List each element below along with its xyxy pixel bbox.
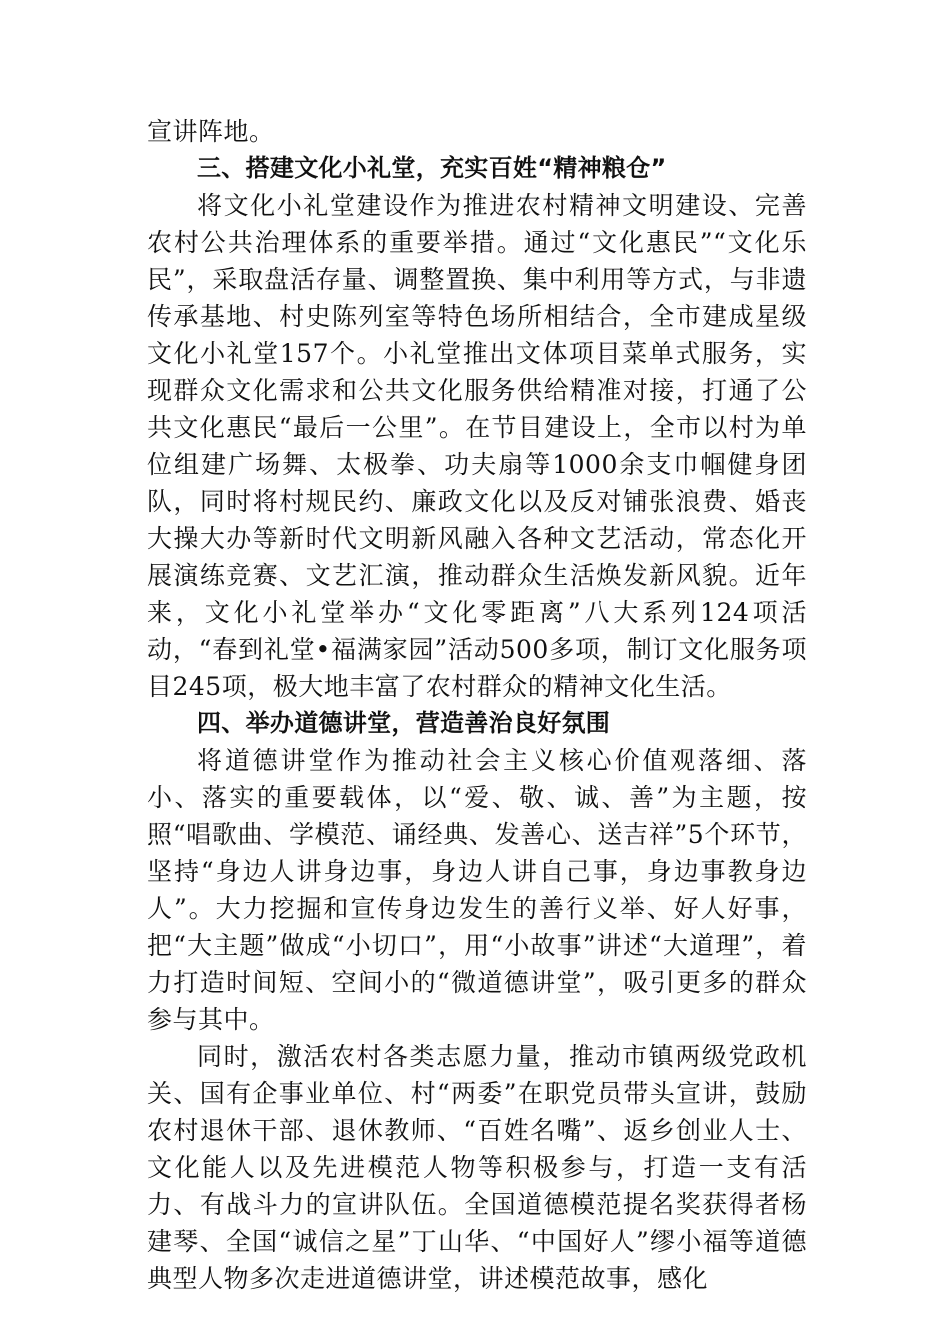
- section-heading: 四、举办道德讲堂，营造善治良好氛围: [197, 709, 611, 737]
- document-body: [147, 113, 807, 1297]
- body-paragraph: 将文化小礼堂建设作为推进农村精神文明建设、完善农村公共治理体系的重要举措。通过“文化惠民”“文化乐民”，采取盘活存量、调整置换、集中利用等方式，与非遗传承基地、村史陈列室等特色场所相结合，全市建成星级文化小礼堂157个。小礼堂推出文体项目菜单式服务，实现群众文化需求和公共文化服务供给精准对接，打通了公共文化惠民“最后一公里”。在节目建设上，全市以村为单位组建广场舞、太极拳、功夫扇等1000余支巾帼健身团队，同时将村规民约、廉政文化以及反对铺张浪费、婚丧大操大办等新时代文明新风融入各种文艺活动，常态化开展演练竞赛、文艺汇演，推动群众生活焕发新风貌。近年来，文化小礼堂举办“文化零距离”八大系列124项活动，“春到礼堂•福满家园”活动500多项，制订文化服务项目245项，极大地丰富了农村群众的精神文化生活。: [147, 191, 807, 701]
- body-paragraph: 同时，激活农村各类志愿力量，推动市镇两级党政机关、国有企事业单位、村“两委”在职党员带头宣讲，鼓励农村退休干部、退休教师、“百姓名嘴”、返乡创业人士、文化能人以及先进模范人物等积极参与，打造一支有活力、有战斗力的宣讲队伍。全国道德模范提名奖获得者杨建琴、全国“诚信之星”丁山华、“中国好人”缪小福等道德典型人物多次走进道德讲堂，讲述模范故事，感化: [147, 1042, 807, 1293]
- body-paragraph: 将道德讲堂作为推动社会主义核心价值观落细、落小、落实的重要载体，以“爱、敬、诚、善”为主题，按照“唱歌曲、学模范、诵经典、发善心、送吉祥”5个环节，坚持“身边人讲身边事，身边人讲自己事，身边事教身边人”。大力挖掘和宣传身边发生的善行义举、好人好事，把“大主题”做成“小切口”，用“小故事”讲述“大道理”，着力打造时间短、空间小的“微道德讲堂”，吸引更多的群众参与其中。: [147, 746, 807, 1034]
- body-paragraph: 宣讲阵地。: [147, 117, 275, 146]
- section-heading: 三、搭建文化小礼堂，充实百姓“精神粮仓”: [197, 154, 667, 182]
